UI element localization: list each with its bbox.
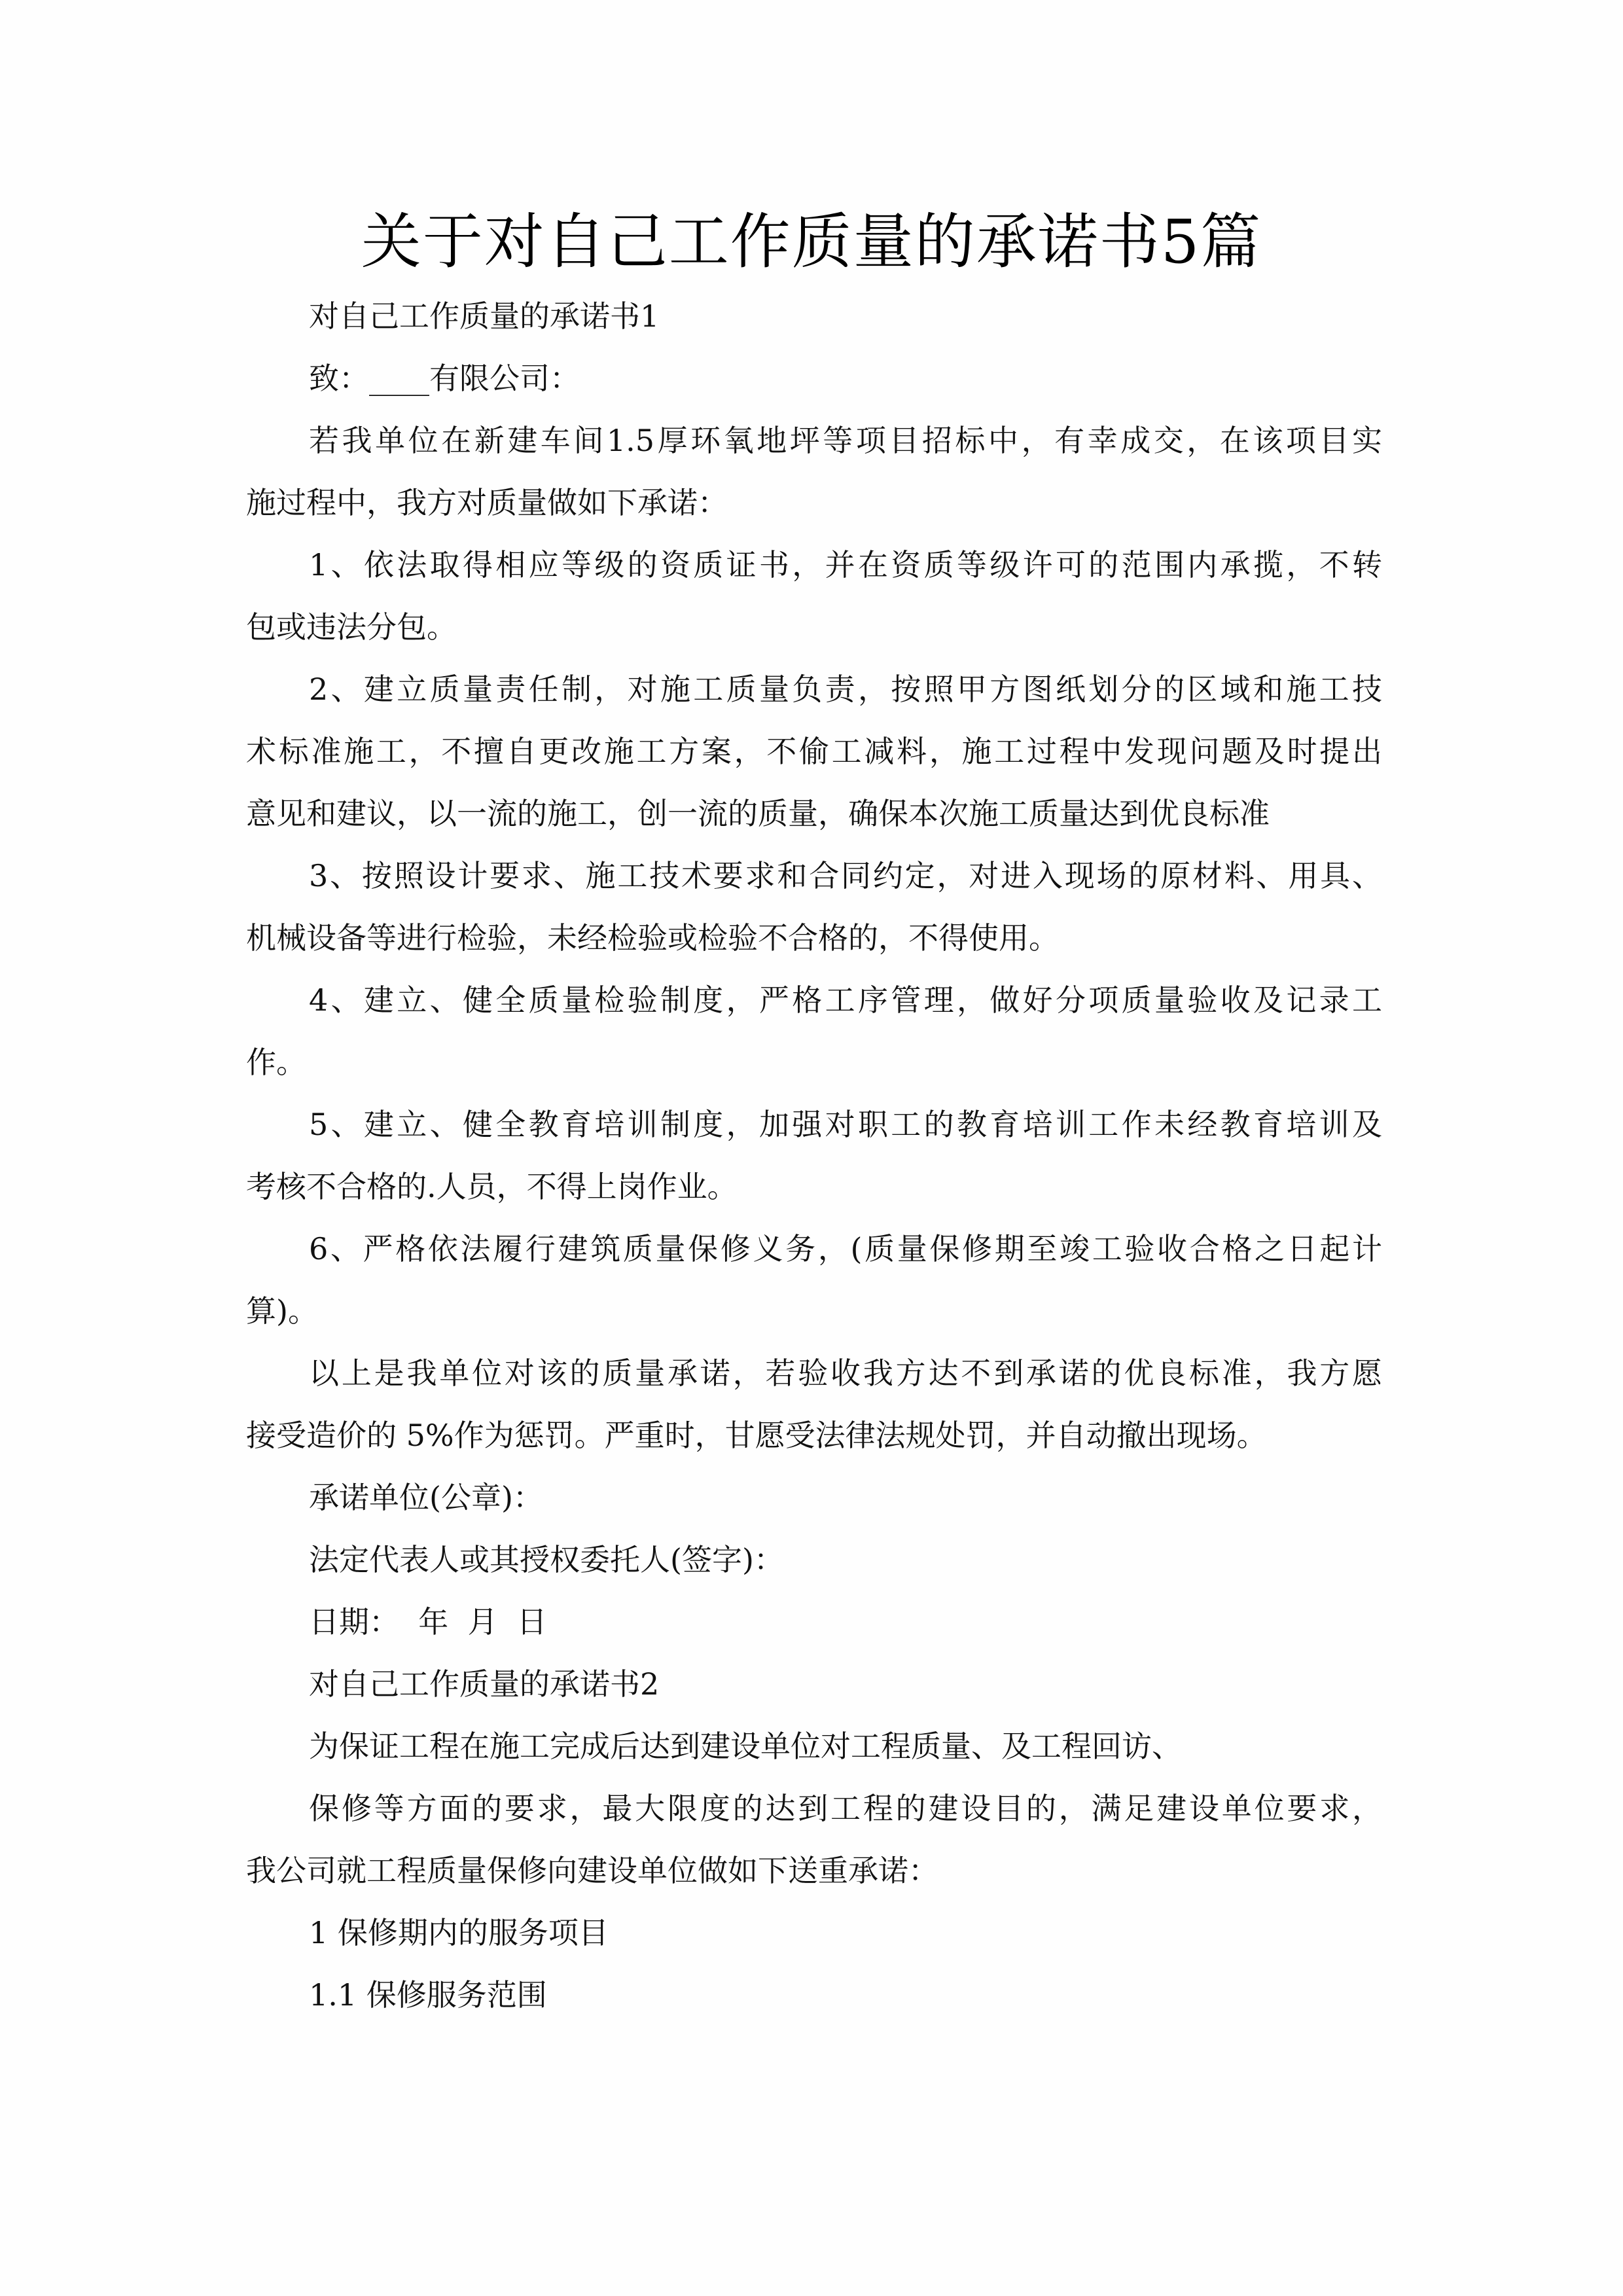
commitment-item-2-line: 2、建立质量责任制，对施工质量负责，按照甲方图纸划分的区域和施工技: [309, 672, 1382, 707]
signature-date-line: 日期： 年 月 日: [309, 1604, 547, 1640]
commitment-item-5-line: 5、建立、健全教育培训制度，加强对职工的教育培训工作未经教育培训及: [309, 1107, 1382, 1142]
section-1-heading: 对自己工作质量的承诺书1: [309, 298, 660, 334]
section-2-intro-line: 为保证工程在施工完成后达到建设单位对工程质量、及工程回访、: [309, 1729, 1182, 1764]
commitment-item-3-line: 机械设备等进行检验，未经检验或检验不合格的，不得使用。: [246, 920, 1059, 956]
signature-representative-line: 法定代表人或其授权委托人(签字)：: [309, 1542, 784, 1577]
section-2-intro-line: 我公司就工程质量保修向建设单位做如下送重承诺：: [246, 1853, 938, 1888]
addressee-line: 致：____有限公司：: [309, 361, 580, 396]
signature-unit-line: 承诺单位(公章)：: [309, 1480, 543, 1515]
commitment-item-4-line: 作。: [246, 1045, 306, 1080]
closing-paragraph-line: 接受造价的 5%作为惩罚。严重时，甘愿受法律法规处罚，并自动撤出现场。: [246, 1418, 1267, 1453]
closing-paragraph-line: 以上是我单位对该的质量承诺，若验收我方达不到承诺的优良标准，我方愿: [309, 1355, 1382, 1391]
section-2-intro-line: 保修等方面的要求，最大限度的达到工程的建设目的，满足建设单位要求，: [309, 1791, 1382, 1826]
commitment-item-4-line: 4、建立、健全质量检验制度，严格工序管理，做好分项质量验收及记录工: [309, 982, 1382, 1018]
intro-paragraph-line: 施过程中，我方对质量做如下承诺：: [246, 485, 728, 520]
document-title: 关于对自己工作质量的承诺书5篇: [361, 207, 1262, 277]
commitment-item-1-line: 包或违法分包。: [246, 609, 457, 645]
commitment-item-1-line: 1、依法取得相应等级的资质证书，并在资质等级许可的范围内承揽，不转: [309, 547, 1382, 583]
section-2-subheading: 1 保修期内的服务项目: [309, 1915, 609, 1950]
section-2-heading: 对自己工作质量的承诺书2: [309, 1666, 660, 1702]
commitment-item-2-line: 术标准施工，不擅自更改施工方案，不偷工减料，施工过程中发现问题及时提出: [246, 734, 1382, 769]
commitment-item-6-line: 6、严格依法履行建筑质量保修义务，(质量保修期至竣工验收合格之日起计: [309, 1231, 1382, 1266]
intro-paragraph-line: 若我单位在新建车间1.5厚环氧地坪等项目招标中，有幸成交，在该项目实: [309, 423, 1382, 458]
commitment-item-2-line: 意见和建议，以一流的施工，创一流的质量，确保本次施工质量达到优良标准: [246, 796, 1270, 831]
section-2-subheading: 1.1 保修服务范围: [309, 1977, 547, 2013]
commitment-item-6-line: 算)。: [246, 1293, 318, 1329]
commitment-item-3-line: 3、按照设计要求、施工技术要求和合同约定，对进入现场的原材料、用具、: [309, 858, 1382, 893]
commitment-item-5-line: 考核不合格的.人员，不得上岗作业。: [246, 1169, 738, 1204]
